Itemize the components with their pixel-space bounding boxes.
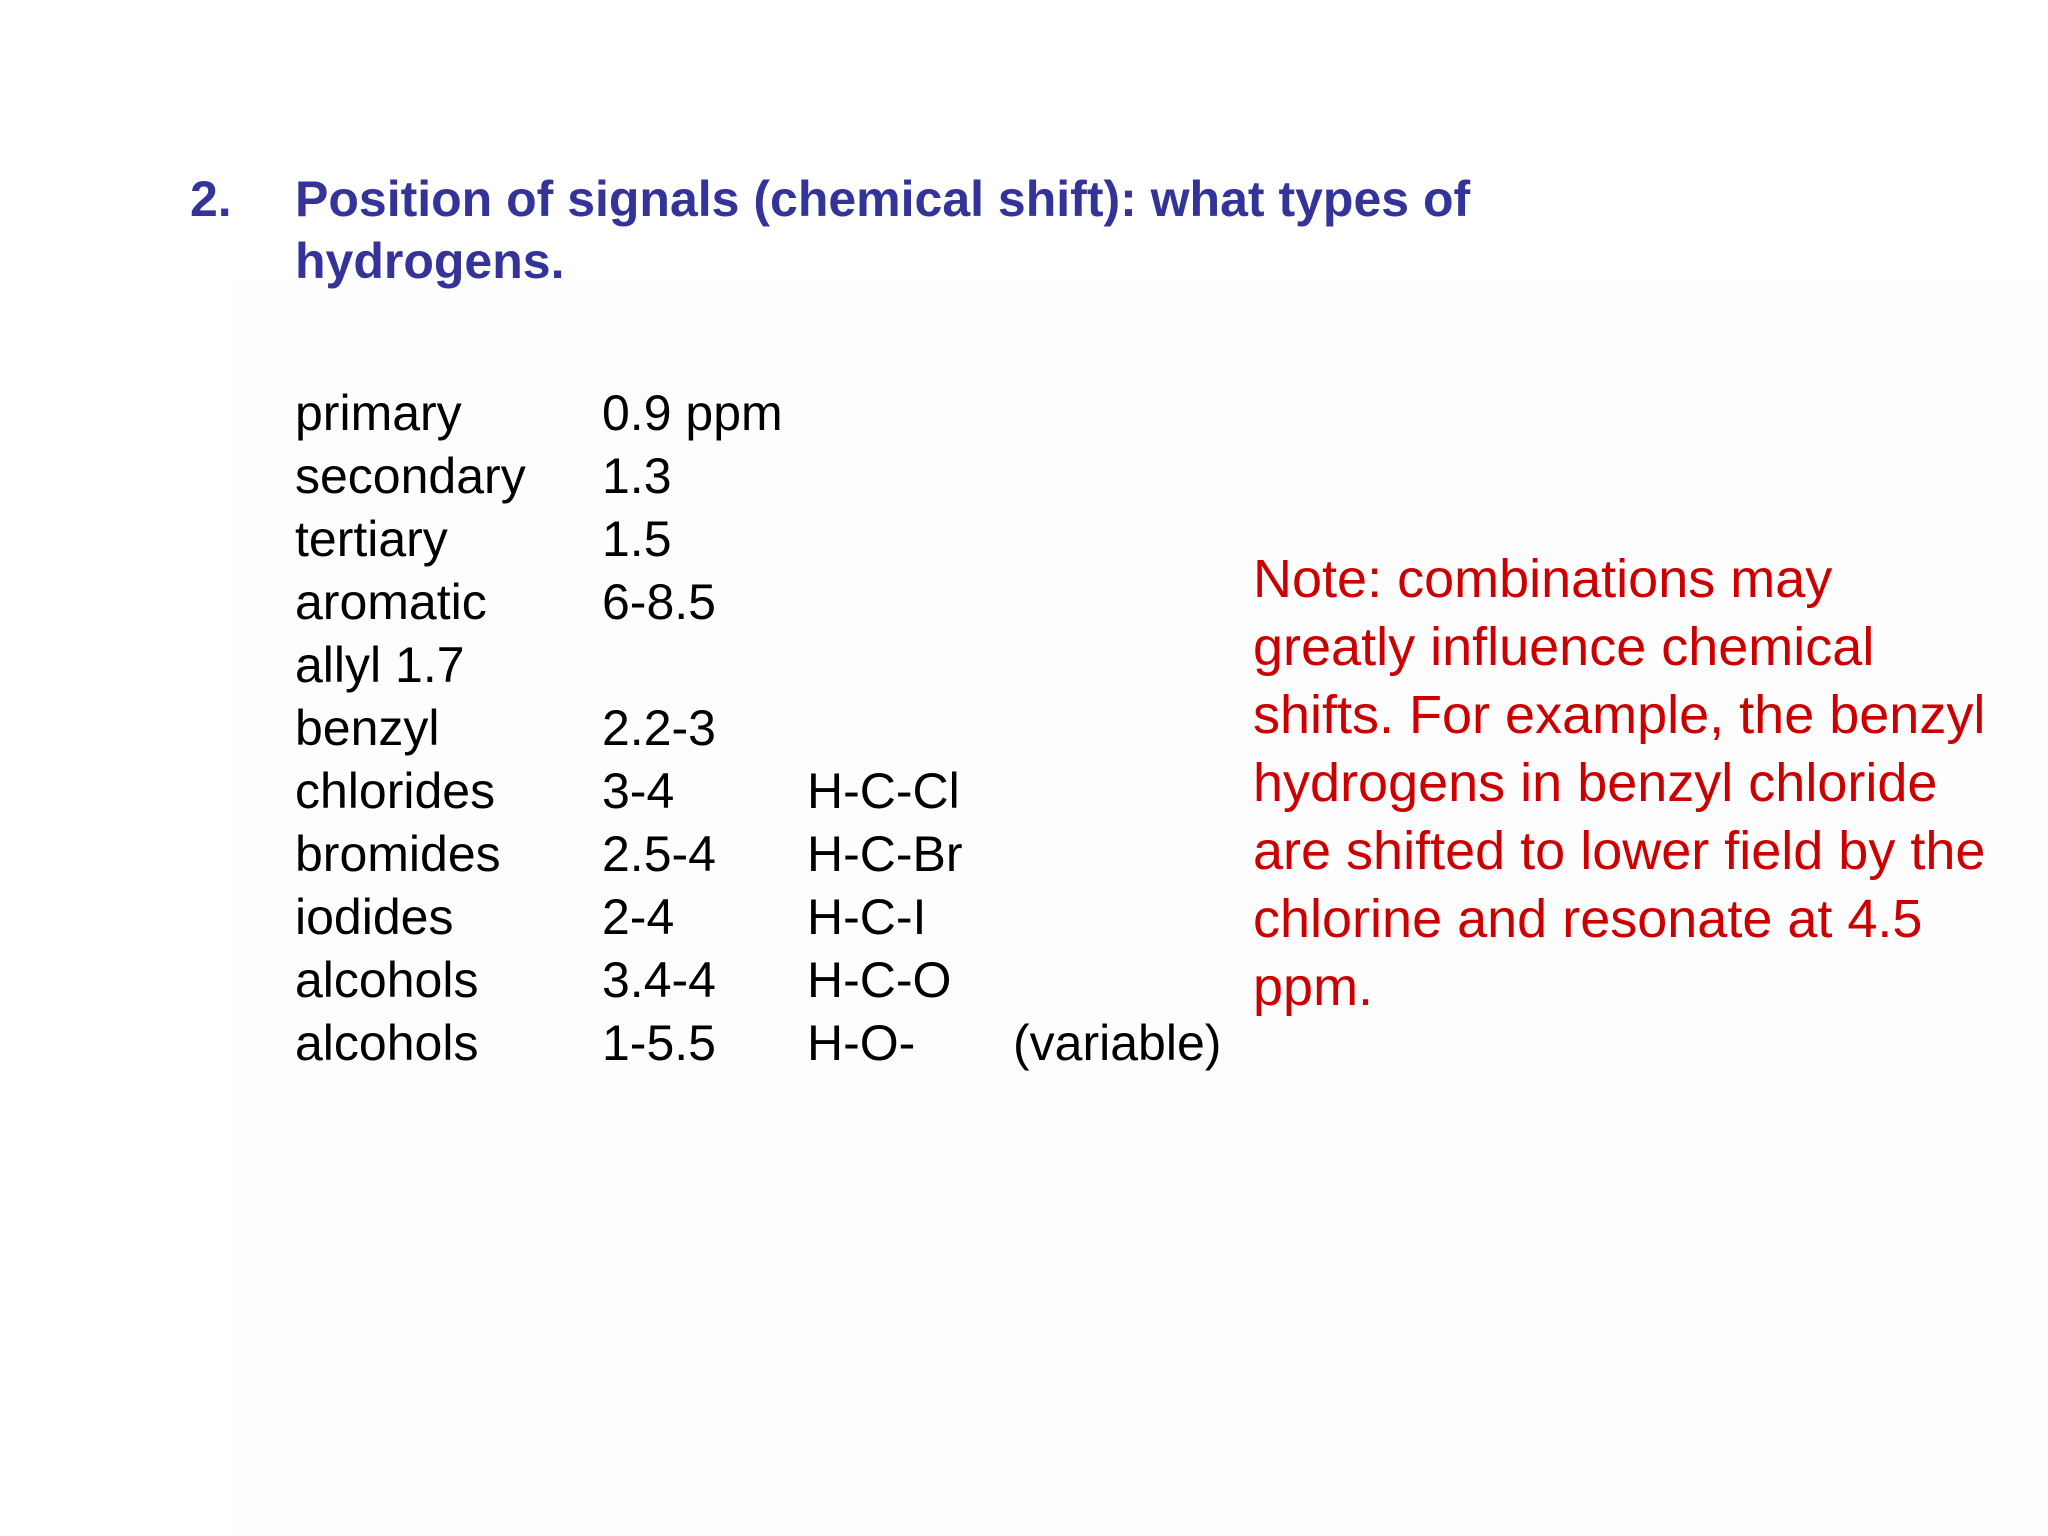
heading-text: Position of signals (chemical shift): what types of hydrogens. <box>295 171 1471 289</box>
shift-value: 6-8.5 <box>602 574 716 630</box>
hydrogen-type: chlorides <box>295 763 496 819</box>
hydrogen-type: bromides <box>295 826 501 882</box>
bond-label: H-C-O <box>807 952 952 1008</box>
bond-label: H-O- <box>807 1015 916 1071</box>
bond-label: H-C-Br <box>807 826 963 882</box>
hydrogen-type: alcohols <box>295 1015 479 1071</box>
hydrogen-type: allyl 1.7 <box>295 637 465 693</box>
shift-value: 3-4 <box>602 763 675 819</box>
hydrogen-type: primary <box>295 385 462 441</box>
hydrogen-type: aromatic <box>295 574 487 630</box>
chemical-shift-note: Note: combinations may greatly influence chemical shifts. For example, the benzyl hydrogens in benzyl chloride are shifted to lower field by the chlorine and resonate at 4.5 ppm. <box>1253 549 1986 1017</box>
shift-value: 0.9 ppm <box>602 385 783 441</box>
bond-label: H-C-I <box>807 889 927 945</box>
hydrogen-type: secondary <box>295 448 526 504</box>
shift-value: 1-5.5 <box>602 1015 716 1071</box>
shift-value: 1.5 <box>602 511 672 567</box>
hydrogen-type: alcohols <box>295 952 479 1008</box>
shift-value: 3.4-4 <box>602 952 716 1008</box>
shift-value: 2-4 <box>602 889 675 945</box>
shift-value: 2.5-4 <box>602 826 716 882</box>
hydrogen-type: tertiary <box>295 511 448 567</box>
hydrogen-type: iodides <box>295 889 454 945</box>
bond-label: H-C-Cl <box>807 763 960 819</box>
hydrogen-type: benzyl <box>295 700 440 756</box>
shift-value: 1.3 <box>602 448 672 504</box>
shift-note: (variable) <box>1013 1015 1222 1071</box>
shift-value: 2.2-3 <box>602 700 716 756</box>
heading-number: 2. <box>190 171 232 227</box>
